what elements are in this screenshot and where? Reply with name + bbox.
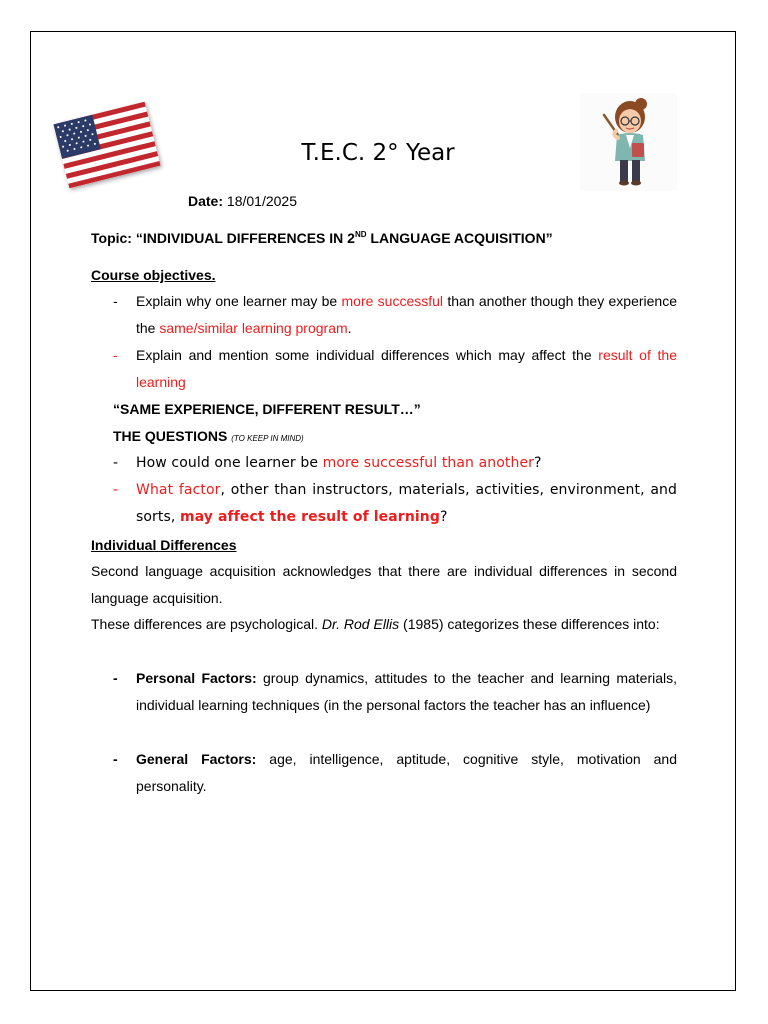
slogan: “SAME EXPERIENCE, DIFFERENT RESULT…” <box>113 401 421 417</box>
author-name: Dr. Rod Ellis <box>321 616 400 632</box>
bullet-dash: - <box>113 347 118 363</box>
topic-superscript: ND <box>354 230 367 239</box>
bullet-dash: - <box>113 482 119 498</box>
page-title: T.E.C. 2° Year <box>301 140 455 166</box>
question-text: , other than instructors, materials, activities, environment, and sorts, <box>136 482 677 525</box>
date-label: Date: <box>188 193 224 209</box>
objective-item <box>91 342 677 396</box>
highlight-text: What factor <box>136 482 221 498</box>
highlight-text: result of the learning <box>136 347 677 390</box>
factor-text: age, intelligence, aptitude, cognitive style, motivation and personality. <box>136 751 677 794</box>
highlight-text: more successful than another <box>322 455 535 471</box>
bullet-dash: - <box>113 455 119 471</box>
bullet-dash: - <box>113 751 118 767</box>
objective-text: Explain why one learner may be <box>136 293 342 309</box>
topic-text-before: “INDIVIDUAL DIFFERENCES IN 2 <box>135 230 355 246</box>
date-value: 18/01/2025 <box>226 193 297 209</box>
factor-label: General Factors: <box>136 751 257 767</box>
paragraph <box>91 611 677 638</box>
objective-text: than another though they experience the <box>136 293 677 336</box>
factor-item <box>91 746 677 800</box>
objective-text: Explain and mention some individual differences which may affect the <box>136 347 599 363</box>
factor-item <box>91 665 677 719</box>
questions-note: (TO KEEP IN MIND) <box>231 434 304 443</box>
paragraph-text: (1985) categorizes these differences into: <box>399 616 660 632</box>
objective-text: . <box>347 320 352 336</box>
objective-item <box>91 288 677 342</box>
question-item <box>91 450 677 477</box>
factor-text: group dynamics, attitudes to the teacher and learning materials, individual learning techniques (in the personal factors the teacher has an influence) <box>136 670 678 713</box>
topic-text-after: LANGUAGE ACQUISITION” <box>366 230 553 246</box>
question-text: How could one learner be <box>136 455 323 471</box>
questions-heading-text: THE QUESTIONS <box>113 428 228 444</box>
individual-heading: Individual Differences <box>91 537 237 553</box>
question-text: ? <box>534 455 542 471</box>
paragraph: Second language acquisition acknowledges that there are individual differences in second language acquisition. <box>91 563 677 606</box>
questions-heading <box>113 423 304 452</box>
factor-label: Personal Factors: <box>136 670 257 686</box>
date-line <box>188 193 297 209</box>
highlight-text: same/similar learning program <box>159 320 348 336</box>
paragraph-text: These differences are psychological. <box>91 616 322 632</box>
objectives-heading: Course objectives. <box>91 267 216 283</box>
topic-line <box>91 230 553 246</box>
question-item <box>91 477 677 531</box>
highlight-text: may affect the result of learning <box>180 509 440 525</box>
bullet-dash: - <box>113 670 118 686</box>
topic-label: Topic: <box>91 230 132 246</box>
highlight-text: more successful <box>341 293 444 309</box>
question-text: ? <box>439 509 448 525</box>
bullet-dash: - <box>113 293 118 309</box>
